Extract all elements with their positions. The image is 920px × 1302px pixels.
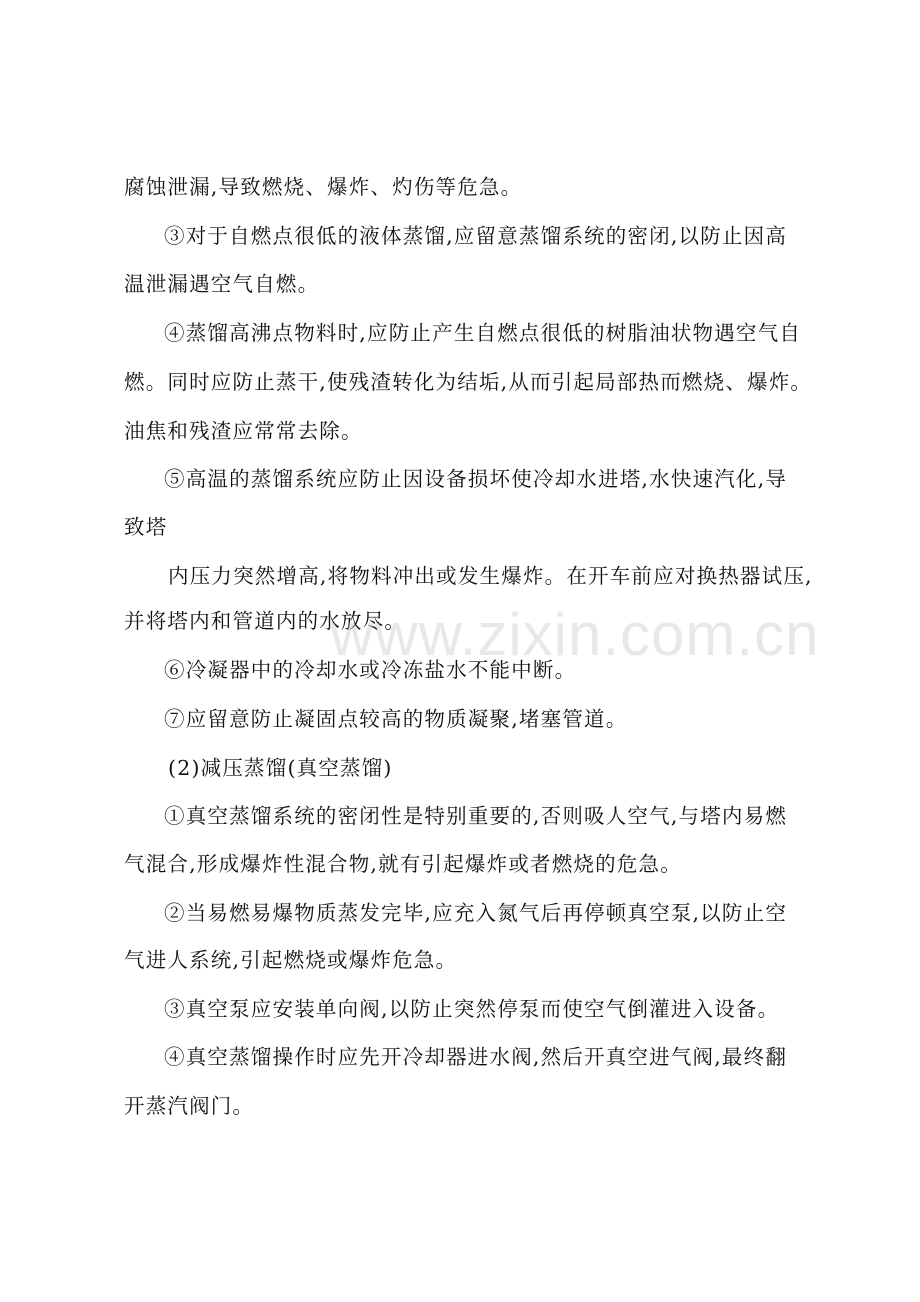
section-heading: (2)减压蒸馏(真空蒸馏)	[168, 756, 393, 780]
paragraph-line: ②当易燃易爆物质蒸发完毕,应充入氮气后再停顿真空泵,以防止空	[164, 901, 788, 925]
paragraph-line: ③对于自燃点很低的液体蒸馏,应留意蒸馏系统的密闭,以防止因高	[164, 224, 788, 248]
paragraph-line: ⑤高温的蒸馏系统应防止因设备损坏使冷却水进塔,水快速汽化,导	[164, 467, 788, 491]
paragraph-line: ③真空泵应安装单向阀,以防止突然停泵而使空气倒灌进入设备。	[164, 997, 780, 1021]
paragraph-line: ①真空蒸馏系统的密闭性是特别重要的,否则吸人空气,与塔内易燃	[164, 804, 788, 828]
paragraph-line: 燃。同时应防止蒸干,使残渣转化为结垢,从而引起局部热而燃烧、爆炸。	[124, 370, 813, 394]
paragraph-line: ④蒸馏高沸点物料时,应防止产生自燃点很低的树脂油状物遇空气自	[164, 321, 802, 345]
paragraph-line: 致塔	[124, 515, 168, 539]
paragraph-line: ④真空蒸馏操作时应先开冷却器进水阀,然后开真空进气阀,最终翻	[164, 1045, 788, 1069]
paragraph-line: ⑥冷凝器中的冷却水或冷冻盐水不能中断。	[164, 658, 577, 682]
paragraph-line: 腐蚀泄漏,导致燃烧、爆炸、灼伤等危急。	[124, 175, 523, 199]
paragraph-line: ⑦应留意防止凝固点较高的物质凝聚,堵塞管道。	[164, 707, 628, 731]
paragraph-line: 内压力突然增高,将物料冲出或发生爆炸。在开车前应对换热器试压,	[168, 564, 813, 588]
paragraph-line: 并将塔内和管道内的水放尽。	[124, 609, 407, 633]
paragraph-line: 油焦和残渣应常常去除。	[124, 419, 363, 443]
paragraph-line: 开蒸汽阀门。	[124, 1094, 255, 1118]
paragraph-line: 温泄漏遇空气自燃。	[124, 272, 320, 296]
paragraph-line: 气进人系统,引起燃烧或爆炸危急。	[124, 948, 458, 972]
paragraph-line: 气混合,形成爆炸性混合物,就有引起爆炸或者燃烧的危急。	[124, 852, 682, 876]
watermark: www.zixin.com.cn	[330, 601, 820, 668]
